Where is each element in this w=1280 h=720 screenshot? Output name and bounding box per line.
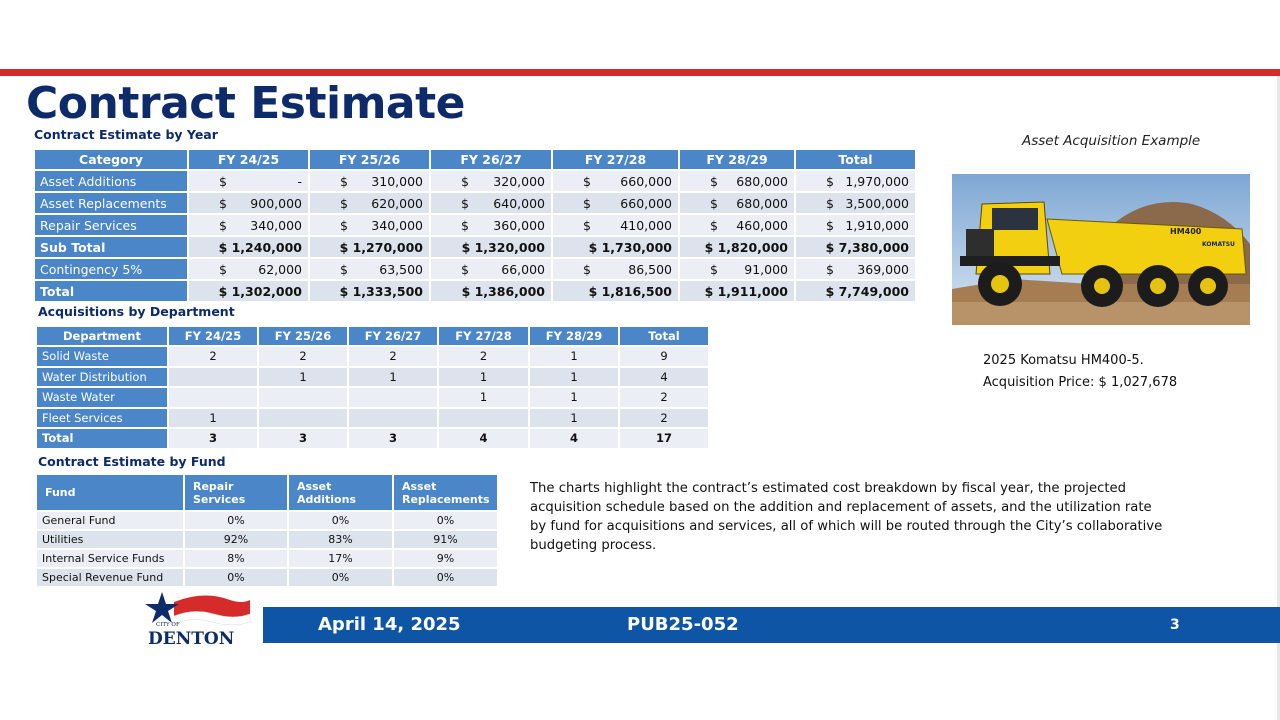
table-cell: 900,000 <box>250 195 302 211</box>
table-cell: 8% <box>185 550 287 567</box>
row-label: Special Revenue Fund <box>37 569 183 586</box>
table-cell: 86,500 <box>628 261 672 277</box>
total-row <box>37 429 708 448</box>
table-cell: $ 7,749,000 <box>796 281 915 301</box>
table-cell: $ 1,333,500 <box>310 281 429 301</box>
footer-document-code: PUB25-052 <box>627 614 739 635</box>
table-cell: 0% <box>289 569 392 586</box>
table-cell: 2 <box>349 347 437 366</box>
truck-brand-badge: KOMATSU <box>1202 241 1235 248</box>
table-cell: 3 <box>259 429 347 448</box>
table-cell: 460,000 <box>736 217 788 233</box>
currency-symbol: $ <box>583 173 591 189</box>
table-cell <box>169 388 257 407</box>
table-cell: 1,970,000 <box>845 173 909 189</box>
table-cell: 1 <box>530 347 618 366</box>
table-cell: $ 1,820,000 <box>680 237 794 257</box>
table-header: Total <box>620 327 708 345</box>
table-cell: 4 <box>620 368 708 387</box>
table-cell: $ 1,270,000 <box>310 237 429 257</box>
table-header: FY 27/28 <box>553 150 678 169</box>
currency-symbol: $ <box>219 261 227 277</box>
table-row <box>37 569 497 586</box>
currency-symbol: $ <box>340 261 348 277</box>
table-cell: 0% <box>185 512 287 529</box>
table-cell: 2 <box>439 347 528 366</box>
by-fund-label: Contract Estimate by Fund <box>38 454 226 469</box>
table-row <box>35 171 915 191</box>
currency-symbol: $ <box>710 217 718 233</box>
table-cell: 1 <box>530 368 618 387</box>
row-label: Utilities <box>37 531 183 548</box>
table-cell: $ 1,320,000 <box>431 237 551 257</box>
table-cell: 3 <box>169 429 257 448</box>
currency-symbol: $ <box>340 195 348 211</box>
table-cell: 1 <box>530 388 618 407</box>
table-cell: 2 <box>259 347 347 366</box>
table-cell: 9% <box>394 550 497 567</box>
table-header: Repair Services <box>185 475 287 510</box>
table-cell: 66,000 <box>501 261 545 277</box>
table-cell: 0% <box>394 569 497 586</box>
currency-symbol: $ <box>340 173 348 189</box>
row-label: Sub Total <box>35 237 187 257</box>
table-header: FY 24/25 <box>169 327 257 345</box>
currency-symbol: $ <box>340 217 348 233</box>
table-header: Total <box>796 150 915 169</box>
table-cell: 1 <box>439 368 528 387</box>
row-label: Solid Waste <box>37 347 167 366</box>
page-title: Contract Estimate <box>26 78 465 129</box>
table-cell: 62,000 <box>258 261 302 277</box>
table-cell: 2 <box>620 388 708 407</box>
table-cell: 1 <box>439 388 528 407</box>
footer-date: April 14, 2025 <box>318 614 461 635</box>
row-label: Total <box>37 429 167 448</box>
table-cell: 410,000 <box>620 217 672 233</box>
table-cell: 1 <box>349 368 437 387</box>
table-row <box>37 531 497 548</box>
currency-symbol: $ <box>583 217 591 233</box>
table-cell: $ 1,240,000 <box>189 237 308 257</box>
table-cell: 1,910,000 <box>845 217 909 233</box>
table-cell: 660,000 <box>620 195 672 211</box>
logo-city-of: CITY OF <box>156 622 180 628</box>
table-cell: 680,000 <box>736 195 788 211</box>
currency-symbol: $ <box>219 173 227 189</box>
top-band <box>0 0 1280 68</box>
row-label: Repair Services <box>35 215 187 235</box>
table-row <box>37 388 708 407</box>
table-cell: 3,500,000 <box>845 195 909 211</box>
dump-truck-illustration <box>952 174 1250 325</box>
table-row <box>37 368 708 387</box>
currency-symbol: $ <box>219 217 227 233</box>
currency-symbol: $ <box>461 173 469 189</box>
table-cell: - <box>297 173 302 189</box>
currency-symbol: $ <box>826 195 834 211</box>
row-label: Asset Replacements <box>35 193 187 213</box>
table-header: Department <box>37 327 167 345</box>
table-cell: 17 <box>620 429 708 448</box>
table-cell: 83% <box>289 531 392 548</box>
table-cell: 63,500 <box>379 261 423 277</box>
description-text: The charts highlight the contract’s estimated cost breakdown by fiscal year, the projected acquisition schedule based on the addition and replacement of assets, and the utilization rate by fund for acquisitions and services, all of which will be routed through the City’s collaborative budgeting process. <box>530 481 1163 553</box>
currency-symbol: $ <box>826 217 834 233</box>
table-row <box>37 409 708 428</box>
table-cell <box>349 388 437 407</box>
table-cell: $ 1,911,000 <box>680 281 794 301</box>
table-row <box>35 193 915 213</box>
contract-estimate-by-year-table <box>33 148 917 303</box>
table-cell <box>259 388 347 407</box>
table-cell: 310,000 <box>371 173 423 189</box>
table-cell: 1 <box>259 368 347 387</box>
logo-denton: DENTON <box>148 629 235 648</box>
asset-name: 2025 Komatsu HM400-5. <box>983 353 1144 368</box>
asset-price: Acquisition Price: $ 1,027,678 <box>983 375 1178 390</box>
currency-symbol: $ <box>710 195 718 211</box>
truck-model-badge: HM400 <box>1170 227 1202 236</box>
row-label: Internal Service Funds <box>37 550 183 567</box>
table-cell: 369,000 <box>857 261 909 277</box>
row-label: Fleet Services <box>37 409 167 428</box>
table-row <box>37 347 708 366</box>
table-header-row <box>35 150 915 169</box>
by-year-label: Contract Estimate by Year <box>34 127 218 142</box>
table-header: FY 27/28 <box>439 327 528 345</box>
table-header: FY 24/25 <box>189 150 308 169</box>
table-header: Fund <box>37 475 183 510</box>
currency-symbol: $ <box>461 261 469 277</box>
table-cell: 91% <box>394 531 497 548</box>
currency-symbol: $ <box>219 195 227 211</box>
table-header: FY 26/27 <box>349 327 437 345</box>
acquisitions-by-department-table <box>35 325 710 450</box>
table-cell: 340,000 <box>250 217 302 233</box>
table-cell: 1 <box>530 409 618 428</box>
table-row <box>35 215 915 235</box>
table-header: Asset Additions <box>289 475 392 510</box>
subtotal-row <box>35 237 915 257</box>
table-cell: 2 <box>620 409 708 428</box>
table-header-row <box>37 327 708 345</box>
row-label: Asset Additions <box>35 171 187 191</box>
table-header: FY 26/27 <box>431 150 551 169</box>
table-cell: 0% <box>394 512 497 529</box>
table-header: FY 28/29 <box>530 327 618 345</box>
table-cell <box>349 409 437 428</box>
currency-symbol: $ <box>710 173 718 189</box>
asset-example-caption: Asset Acquisition Example <box>1022 133 1201 149</box>
table-cell: 680,000 <box>736 173 788 189</box>
table-header: Asset Replacements <box>394 475 497 510</box>
table-header: FY 28/29 <box>680 150 794 169</box>
table-cell: 660,000 <box>620 173 672 189</box>
row-label: General Fund <box>37 512 183 529</box>
total-row <box>35 281 915 301</box>
table-row <box>35 259 915 279</box>
table-cell: $ 1,302,000 <box>189 281 308 301</box>
table-cell <box>169 368 257 387</box>
table-header: FY 25/26 <box>259 327 347 345</box>
table-cell: 320,000 <box>493 173 545 189</box>
table-cell: 92% <box>185 531 287 548</box>
table-cell: 17% <box>289 550 392 567</box>
table-cell <box>439 409 528 428</box>
by-department-label: Acquisitions by Department <box>38 304 235 319</box>
table-cell: 0% <box>185 569 287 586</box>
currency-symbol: $ <box>583 261 591 277</box>
table-cell: 9 <box>620 347 708 366</box>
table-cell: 0% <box>289 512 392 529</box>
table-cell: 1 <box>169 409 257 428</box>
row-label: Water Distribution <box>37 368 167 387</box>
row-label: Total <box>35 281 187 301</box>
dump-truck-photo <box>952 174 1250 325</box>
table-cell: $ 1,730,000 <box>553 237 678 257</box>
table-cell: 4 <box>530 429 618 448</box>
table-cell <box>259 409 347 428</box>
currency-symbol: $ <box>826 173 834 189</box>
table-row <box>37 512 497 529</box>
table-cell: 91,000 <box>744 261 788 277</box>
city-of-denton-logo <box>134 588 254 648</box>
table-cell: 620,000 <box>371 195 423 211</box>
row-label: Contingency 5% <box>35 259 187 279</box>
table-cell: $ 1,816,500 <box>553 281 678 301</box>
table-cell: 340,000 <box>371 217 423 233</box>
table-header-row <box>37 475 497 510</box>
contract-estimate-by-fund-table <box>35 473 499 588</box>
page-number: 3 <box>1170 617 1180 633</box>
table-cell: $ 1,386,000 <box>431 281 551 301</box>
table-cell: $ 7,380,000 <box>796 237 915 257</box>
currency-symbol: $ <box>583 195 591 211</box>
row-label: Waste Water <box>37 388 167 407</box>
table-cell: 3 <box>349 429 437 448</box>
currency-symbol: $ <box>461 217 469 233</box>
table-cell: 4 <box>439 429 528 448</box>
currency-symbol: $ <box>826 261 834 277</box>
denton-logo-mark <box>134 588 254 648</box>
table-row <box>37 550 497 567</box>
red-rule <box>0 69 1280 76</box>
table-header: Category <box>35 150 187 169</box>
table-header: FY 25/26 <box>310 150 429 169</box>
table-cell: 360,000 <box>493 217 545 233</box>
currency-symbol: $ <box>461 195 469 211</box>
table-cell: 640,000 <box>493 195 545 211</box>
currency-symbol: $ <box>710 261 718 277</box>
table-cell: 2 <box>169 347 257 366</box>
